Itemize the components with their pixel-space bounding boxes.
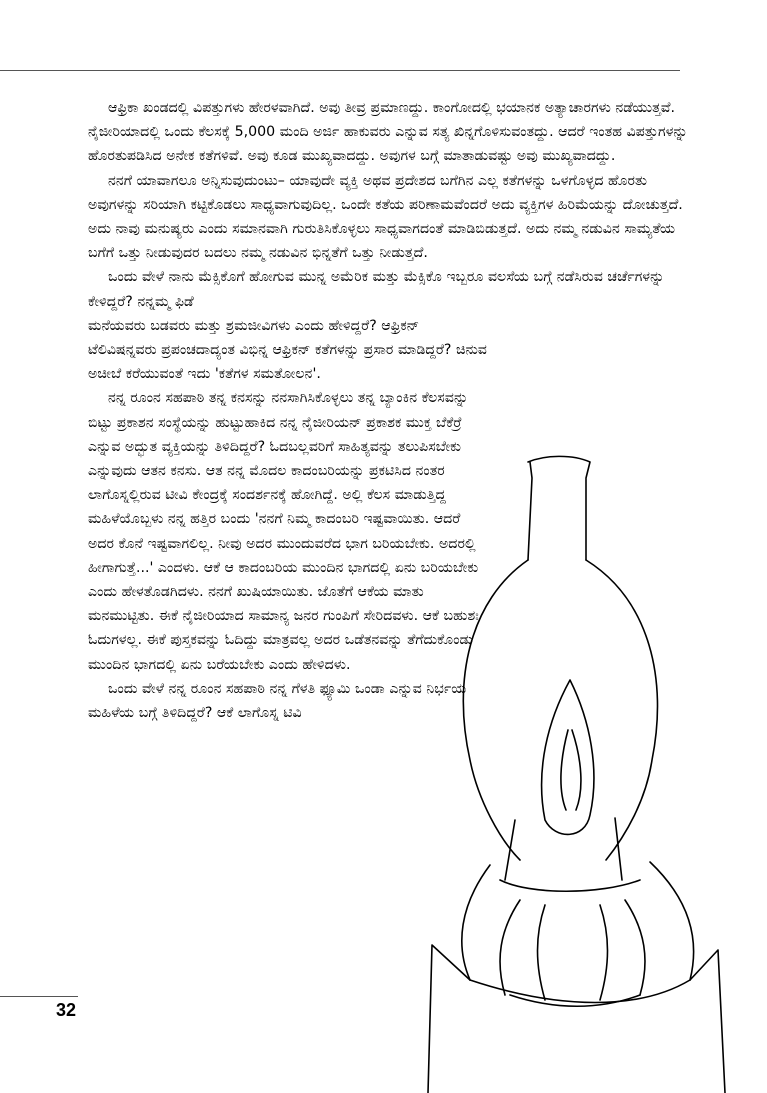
page-number: 32 (56, 1000, 77, 1020)
lantern-burner (505, 818, 622, 880)
lantern-chimney-top (528, 456, 590, 560)
folio-rule (0, 996, 78, 997)
paragraph-2: ನನಗೆ ಯಾವಾಗಲೂ ಅನ್ನಿಸುವುದುಂಟು– ಯಾವುದೇ ವ್ಯಕ್ತಿ ಅಥವ ಪ್ರದೇಶದ ಬಗೆಗಿನ ಎಲ್ಲ ಕತೆಗಳನ್ನು ಒಳಗೊಳ್ಳದ ಹೊರತು ಅವುಗಳನ್ನು ಸರಿಯಾಗಿ ಕಟ್ಟಿಕೊಡಲು ಸಾಧ್ಯವಾಗುವುದಿಲ್ಲ. ಒಂದೇ ಕತೆಯ ಪರಿಣಾಮವೆಂದರೆ ಅದು ವ್ಯಕ್ತಿಗಳ ಹಿರಿಮೆಯನ್ನು ದೋಚುತ್ತದೆ. ಅದು ನಾವು ಮನುಷ್ಯರು ಎಂದು ಸಮಾನವಾಗಿ ಗುರುತಿಸಿಕೊಳ್ಳಲು ಸಾಧ್ಯವಾಗದಂತೆ ಮಾಡಿಬಿಡುತ್ತದೆ. ಅದು ನಮ್ಮ ನಡುವಿನ ಸಾಮ್ಯತೆಯ ಬಗೆಗೆ ಒತ್ತು ನೀಡುವುದರ ಬದಲು ನಮ್ಮ ನಡುವಿನ ಭಿನ್ನತೆಗೆ ಒತ್ತು ನೀಡುತ್ತದೆ. (88, 172, 683, 262)
lantern-globe (463, 560, 528, 860)
lantern-base (428, 945, 470, 1093)
paragraph-5: ಒಂದು ವೇಳೆ ನನ್ನ ರೂಂನ ಸಹಪಾಠಿ ನನ್ನ ಗೆಳತಿ ಫ್ಯೂಮಿ ಒಂಡಾ ಎನ್ನುವ ನಿರ್ಭಯ ಮಹಿಳೆಯ ಬಗ್ಗೆ ತಿಳಿದಿದ್ದರೆ? ಆಕೆ ಲಾಗೊಸ್ನ ಟಿವಿ (88, 680, 467, 722)
paragraph-1: ಆಫ್ರಿಕಾ ಖಂಡದಲ್ಲಿ ವಿಪತ್ತುಗಳು ಹೇರಳವಾಗಿದೆ. ಅವು ತೀವ್ರ ಪ್ರಮಾಣದ್ದು. ಕಾಂಗೋದಲ್ಲಿ ಭಯಾನಕ ಅತ್ಯಾಚಾರಗಳು ನಡೆಯುತ್ತವೆ. ನೈಜೀರಿಯಾದಲ್ಲಿ ಒಂದು ಕೆಲಸಕ್ಕೆ 5,000 ಮಂದಿ ಅರ್ಜಿ ಹಾಕುವರು ಎನ್ನುವ ಸತ್ಯ ಖಿನ್ನಗೊಳಿಸುವಂತದ್ದು. ಆದರೆ ಇಂತಹ ವಿಪತ್ತುಗಳನ್ನು ಹೊರತುಪಡಿಸಿದ ಅನೇಕ ಕತೆಗಳಿವೆ. ಅವು ಕೂಡ ಮುಖ್ಯವಾದದ್ದು. ಅವುಗಳ ಬಗ್ಗೆ ಮಾತಾಡುವಷ್ಟು ಅವು ಮುಖ್ಯವಾದದ್ದು. (88, 100, 688, 165)
lantern-frame (500, 900, 645, 1000)
paragraph-3-continued: ಮನೆಯವರು ಬಡವರು ಮತ್ತು ಶ್ರಮಜೀವಿಗಳು ಎಂದು ಹೇಳಿದ್ದರೆ? ಆಫ್ರಿಕನ್ ಟೆಲಿವಿಷನ್ನವರು ಪ್ರಪಂಚದಾದ್ಯಂತ ವಿಭಿನ್ನ ಆಫ್ರಿಕನ್ ಕತೆಗಳನ್ನು ಪ್ರಸಾರ ಮಾಡಿದ್ದರೆ? ಚಿನುವ ಅಚೀಬೆ ಕರೆಯುವಂತೆ ಇದು 'ಕತೆಗಳ ಸಮತೋಲನ'. (88, 317, 487, 383)
lantern-flame (542, 680, 594, 834)
paragraph-3: ಒಂದು ವೇಳೆ ನಾನು ಮೆಕ್ಸಿಕೊಗೆ ಹೋಗುವ ಮುನ್ನ ಅಮೆರಿಕ ಮತ್ತು ಮೆಕ್ಸಿಕೊ ಇಬ್ಬರೂ ವಲಸೆಯ ಬಗ್ಗೆ ನಡೆಸಿರುವ ಚರ್ಚೆಗಳನ್ನು ಕೇಳಿದ್ದರೆ? ನನ್ನಮ್ಮ ಫಿಡೆ (88, 269, 665, 310)
paragraph-4: ನನ್ನ ರೂಂನ ಸಹಪಾಠಿ ತನ್ನ ಕನಸನ್ನು ನನಸಾಗಿಸಿಕೊಳ್ಳಲು ತನ್ನ ಬ್ಯಾಂಕಿನ ಕೆಲಸವನ್ನು ಬಿಟ್ಟು ಪ್ರಕಾಶನ ಸಂಸ್ಥೆಯನ್ನು ಹುಟ್ಟುಹಾಕಿದ ನನ್ನ ನೈಜೀರಿಯನ್ ಪ್ರಕಾಶಕ ಮುಕ್ತ ಬೆಕೆರ್ರೆ ಎನ್ನುವ ಅದ್ಭುತ ವ್ಯಕ್ತಿಯನ್ನು ತಿಳಿದಿದ್ದರೆ? ಓದಬಲ್ಲವರಿಗೆ ಸಾಹಿತ್ಯವನ್ನು ತಲುಪಿಸಬೇಕು ಎನ್ನುವುದು ಆತನ ಕನಸು. ಆತ ನನ್ನ ಮೊದಲ ಕಾದಂಬರಿಯನ್ನು ಪ್ರಕಟಿಸಿದ ನಂತರ ಲಾಗೊಸ್ನಲ್ಲಿರುವ ಟೀವಿ ಕೇಂದ್ರಕ್ಕೆ ಸಂದರ್ಶನಕ್ಕೆ ಹೋಗಿದ್ದೆ. ಅಲ್ಲಿ ಕೆಲಸ ಮಾಡುತ್ತಿದ್ದ ಮಹಿಳೆಯೊಬ್ಬಳು ನನ್ನ ಹತ್ತಿರ ಬಂದು 'ನನಗೆ ನಿಮ್ಮ ಕಾದಂಬರಿ ಇಷ್ಟವಾಯಿತು. ಆದರೆ ಅದರ ಕೊನೆ ಇಷ್ಟವಾಗಲಿಲ್ಲ. ನೀವು ಅದರ ಮುಂದುವರೆದ ಭಾಗ ಬರಿಯಬೇಕು. ಅದರಲ್ಲಿ ಹೀಗಾಗುತ್ತೆ...' ಎಂದಳು. ಆಕೆ ಆ ಕಾದಂಬರಿಯ ಮುಂದಿನ ಭಾಗದಲ್ಲಿ ಏನು ಬರಿಯಬೇಕು ಎಂದು ಹೇಳತೊಡಗಿದಳು. ನನಗೆ ಖುಷಿಯಾಯಿತು. ಜೊತೆಗೆ ಆಕೆಯ ಮಾತು ಮನಮುಟ್ಟಿತು. ಈಕೆ ನೈಜೀರಿಯಾದ ಸಾಮಾನ್ಯ ಜನರ ಗುಂಪಿಗೆ ಸೇರಿದವಳು. ಆಕೆ ಬಹುಶಃ ಓದುಗಳಲ್ಲ. ಈಕೆ ಪುಸ್ತಕವನ್ನು ಓದಿದ್ದು ಮಾತ್ರವಲ್ಲ ಅದರ ಒಡೆತನವನ್ನು ತೆಗೆದುಕೊಂಡು ಮುಂದಿನ ಭಾಗದಲ್ಲಿ ಏನು ಬರೆಯಬೇಕು ಎಂದು ಹೇಳಿದಳು. (88, 390, 479, 673)
